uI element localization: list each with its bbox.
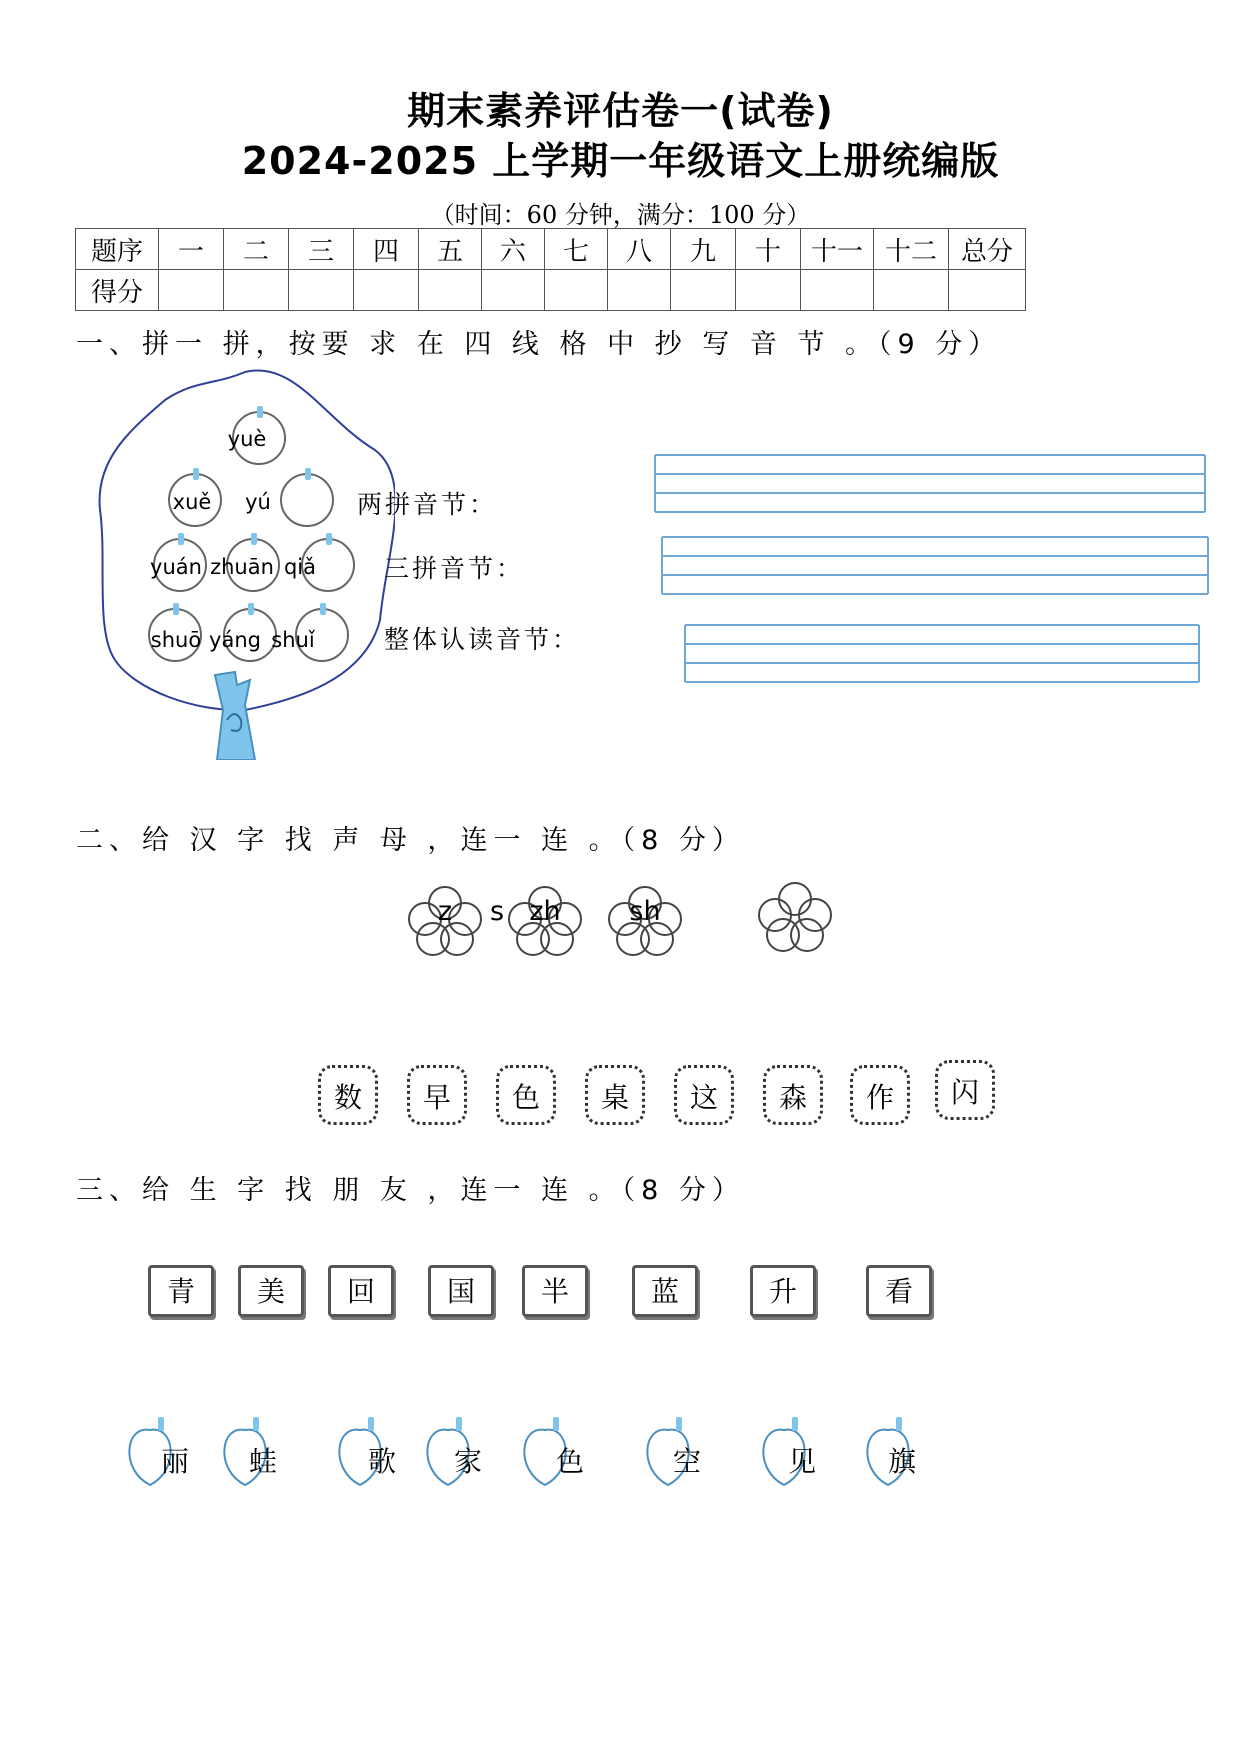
table-cell: 九 [671, 229, 736, 270]
apple-syllable: shuō [150, 628, 202, 652]
score-input-cell[interactable] [736, 270, 801, 311]
apple-syllable: yuán [150, 555, 202, 579]
score-input-cell[interactable] [354, 270, 419, 311]
apple-syllable: zhuān [210, 555, 274, 579]
char-card[interactable]: 闪 [935, 1060, 995, 1120]
apple-syllable: shuǐ [271, 628, 315, 652]
apple-stem [248, 603, 254, 615]
apple-stem [456, 1417, 462, 1431]
table-cell: 七 [545, 229, 608, 270]
score-input-cell[interactable] [545, 270, 608, 311]
apple-syllable: yú [245, 490, 271, 514]
apple-stem [193, 468, 199, 480]
apple-stem [896, 1417, 902, 1431]
page-subtitle: 2024-2025 上学期一年级语文上册统编版 [241, 139, 1000, 183]
apple-syllable: yuè [227, 427, 267, 451]
exam-info: （时间：60 分钟，满分：100 分） [430, 201, 811, 229]
apple-stem [368, 1417, 374, 1431]
apple-char[interactable]: 旗 [887, 1445, 916, 1478]
score-table [75, 228, 1026, 311]
flower-shape-empty [759, 883, 831, 951]
table-cell: 五 [419, 229, 482, 270]
section3-heading: 三、给 生 字 找 朋 友 ，连一 连 。（8 分） [76, 1175, 745, 1206]
apple-stem [251, 533, 257, 545]
tree-trunk [215, 672, 255, 760]
char-card[interactable]: 这 [674, 1065, 734, 1125]
apple-stem [676, 1417, 682, 1431]
table-cell: 四 [354, 229, 419, 270]
char-card[interactable]: 森 [763, 1065, 823, 1125]
table-cell: 六 [482, 229, 545, 270]
table-cell: 一 [159, 229, 224, 270]
score-input-cell[interactable] [608, 270, 671, 311]
section2-heading: 二、给 汉 字 找 声 母 ，连一 连 。（8 分） [76, 825, 745, 856]
apple-char[interactable]: 蛙 [248, 1445, 277, 1478]
table-cell: 十一 [801, 229, 874, 270]
apple-char[interactable]: 丽 [160, 1445, 189, 1478]
section1-heading: 一、拼一 拼，按要 求 在 四 线 格 中 抄 写 音 节 。（9 分） [76, 329, 1002, 360]
score-input-cell[interactable] [289, 270, 354, 311]
four-line-grids [650, 450, 1210, 700]
apple-stem [320, 603, 326, 615]
flag-card[interactable]: 升 [750, 1265, 816, 1317]
apple-char[interactable]: 见 [787, 1445, 816, 1478]
table-cell: 八 [608, 229, 671, 270]
flag-card[interactable]: 看 [866, 1265, 932, 1317]
score-table-header-row [76, 229, 1026, 270]
apple-stem [173, 603, 179, 615]
char-card[interactable]: 早 [407, 1065, 467, 1125]
apple-char[interactable]: 歌 [367, 1445, 396, 1478]
apple-stem [253, 1417, 259, 1431]
label-three-part-syllable: 三拼音节： [384, 554, 525, 583]
table-cell: 二 [224, 229, 289, 270]
flag-card[interactable]: 半 [522, 1265, 588, 1317]
score-input-cell[interactable] [874, 270, 949, 311]
apple-stem [326, 533, 332, 545]
apple-stem [553, 1417, 559, 1431]
table-cell: 题序 [76, 229, 159, 270]
score-input-cell[interactable] [671, 270, 736, 311]
initial-zh[interactable]: zh [529, 896, 561, 927]
apple-syllable: xuě [172, 490, 212, 514]
initial-z[interactable]: z [437, 896, 453, 927]
table-cell: 三 [289, 229, 354, 270]
char-card[interactable]: 桌 [585, 1065, 645, 1125]
apple-char[interactable]: 色 [555, 1445, 584, 1478]
apple-stem [305, 468, 311, 480]
flag-card[interactable]: 青 [148, 1265, 214, 1317]
apple-stem [178, 533, 184, 545]
table-cell: 得分 [76, 270, 159, 311]
char-card[interactable]: 作 [850, 1065, 910, 1125]
flag-card[interactable]: 蓝 [632, 1265, 698, 1317]
apple-stem [257, 406, 263, 418]
char-card[interactable]: 数 [318, 1065, 378, 1125]
apple-stem [158, 1417, 164, 1431]
score-input-cell[interactable] [801, 270, 874, 311]
score-input-cell[interactable] [419, 270, 482, 311]
table-cell: 十 [736, 229, 801, 270]
page-title: 期末素养评估卷一(试卷) [407, 89, 834, 133]
apple-syllable: yáng [209, 628, 261, 652]
label-two-part-syllable: 两拼音节： [357, 490, 498, 519]
score-table-score-row [76, 270, 1026, 311]
flag-card[interactable]: 回 [328, 1265, 394, 1317]
score-input-cell[interactable] [482, 270, 545, 311]
char-card[interactable]: 色 [496, 1065, 556, 1125]
apple-syllable: qiǎ [283, 555, 317, 579]
flag-card[interactable]: 国 [428, 1265, 494, 1317]
table-cell: 总分 [949, 229, 1026, 270]
four-line-grid-2[interactable] [662, 537, 1208, 594]
flag-card[interactable]: 美 [238, 1265, 304, 1317]
initial-sh[interactable]: sh [629, 896, 661, 927]
apple-char[interactable]: 家 [453, 1445, 482, 1478]
table-cell: 十二 [874, 229, 949, 270]
label-whole-syllable: 整体认读音节： [384, 625, 581, 654]
four-line-grid-1[interactable] [655, 455, 1205, 512]
initial-s[interactable]: s [489, 896, 505, 927]
apple-stem [792, 1417, 798, 1431]
score-input-cell[interactable] [949, 270, 1026, 311]
apple-char[interactable]: 空 [672, 1445, 701, 1478]
score-input-cell[interactable] [224, 270, 289, 311]
score-input-cell[interactable] [159, 270, 224, 311]
four-line-grid-3[interactable] [685, 625, 1199, 682]
